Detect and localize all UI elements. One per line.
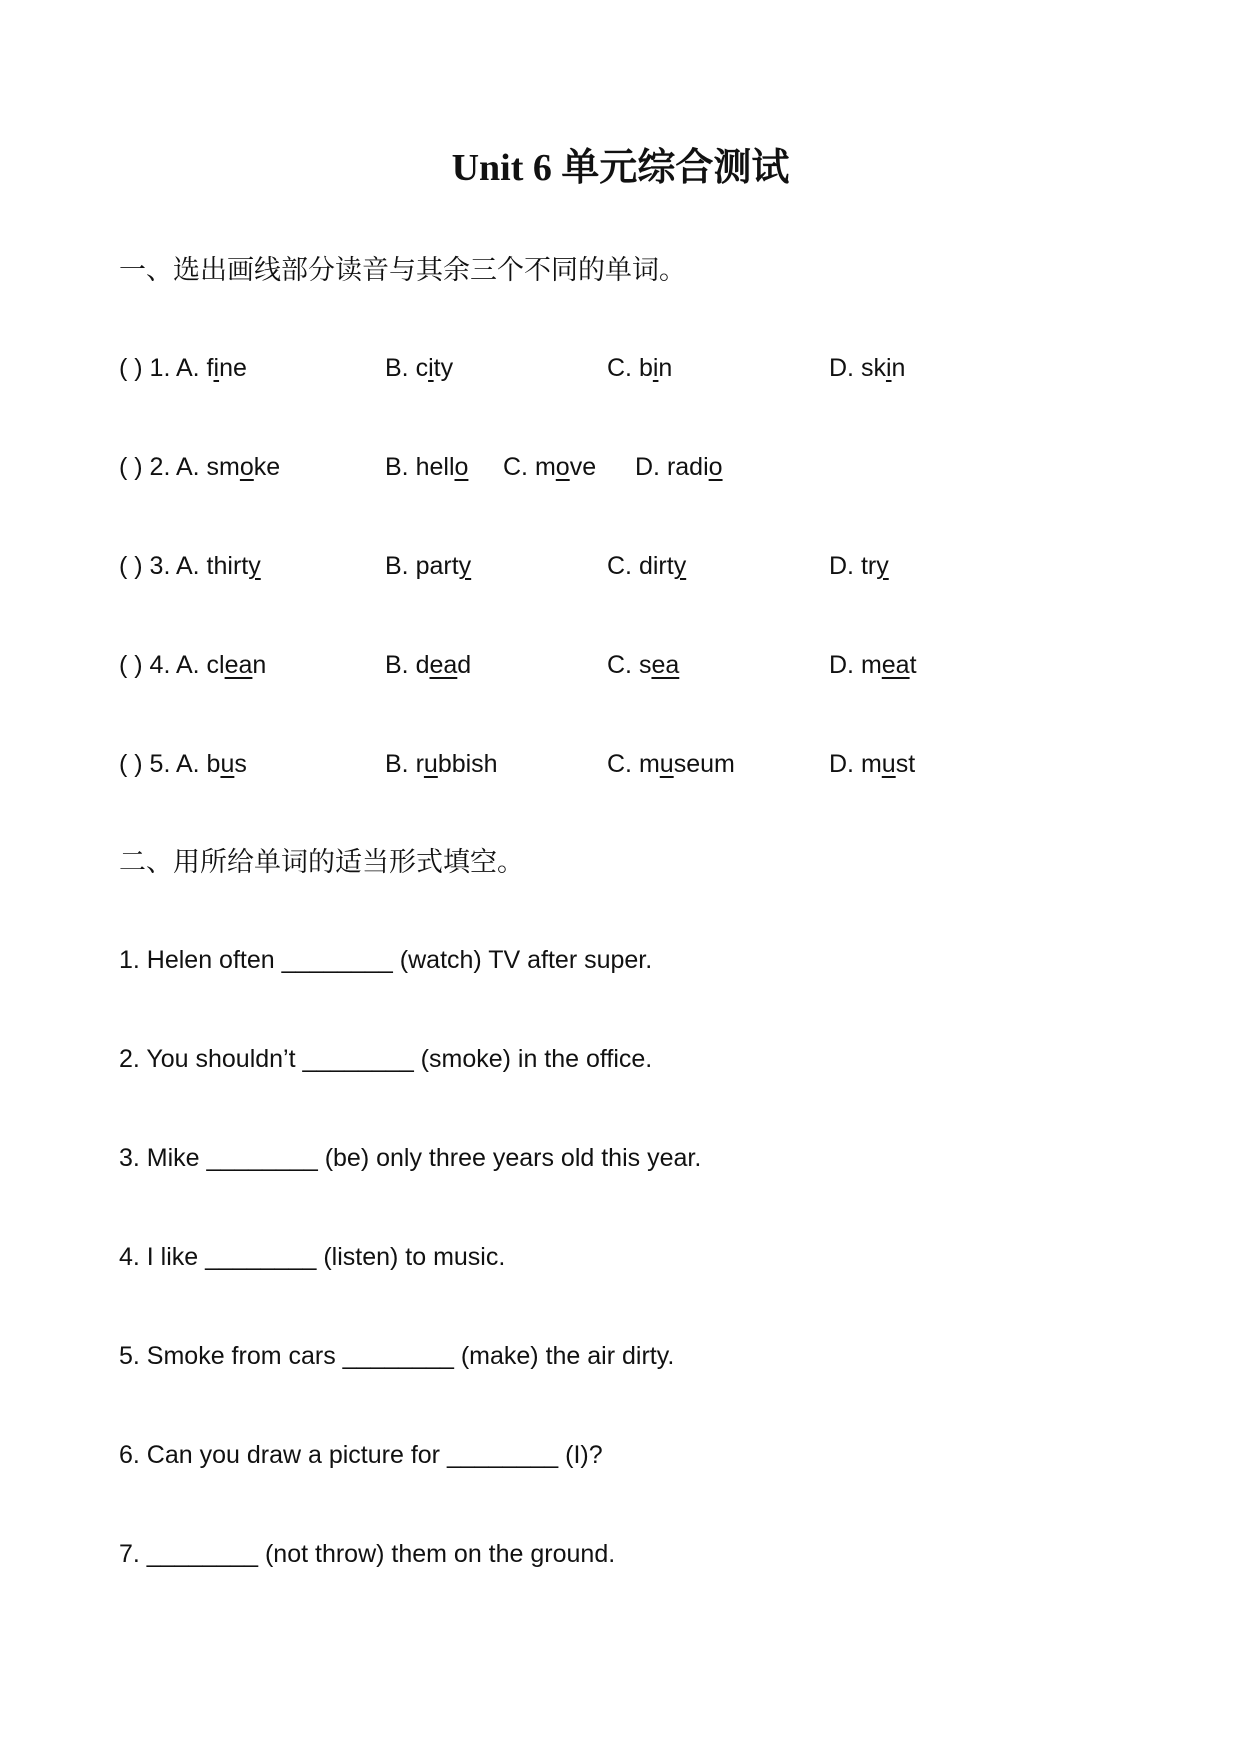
question-prefix: ( ) 1. bbox=[119, 354, 176, 382]
option-word-end: s bbox=[234, 750, 247, 778]
option-word-start: part bbox=[415, 552, 459, 580]
option-word-start: b bbox=[638, 354, 653, 382]
option-word-start: m bbox=[534, 453, 556, 481]
pronunciation-question-4 bbox=[119, 647, 1119, 683]
option-word-end: t bbox=[909, 651, 917, 679]
underlined-letters: y bbox=[876, 552, 889, 580]
page-title: Unit 6 单元综合测试 bbox=[451, 147, 790, 189]
question-3-option-c bbox=[607, 548, 686, 584]
underlined-letters: o bbox=[454, 453, 469, 481]
question-5-option-c bbox=[607, 746, 735, 782]
option-label: C. bbox=[607, 552, 639, 580]
question-4-option-b bbox=[385, 647, 471, 683]
option-label: D. bbox=[829, 552, 861, 580]
option-word-start: f bbox=[206, 354, 214, 382]
option-word-end: n bbox=[252, 651, 267, 679]
question-2-option-b bbox=[385, 449, 468, 485]
option-label: C. bbox=[607, 750, 639, 778]
underlined-letters: y bbox=[248, 552, 261, 580]
option-word-start: c bbox=[415, 354, 429, 382]
option-word-start: m bbox=[860, 750, 882, 778]
option-word-end: n bbox=[891, 354, 906, 382]
underlined-letters: i bbox=[885, 354, 892, 382]
option-word-end: ke bbox=[253, 453, 281, 481]
option-label: A. bbox=[175, 552, 207, 580]
option-label: D. bbox=[829, 354, 861, 382]
option-label: A. bbox=[175, 453, 207, 481]
option-label: A. bbox=[175, 354, 207, 382]
pronunciation-question-2 bbox=[119, 449, 1119, 485]
option-word-start: m bbox=[638, 750, 660, 778]
underlined-letters: y bbox=[673, 552, 687, 580]
question-1-option-d bbox=[829, 350, 905, 386]
option-label: D. bbox=[635, 453, 667, 481]
option-label: A. bbox=[175, 651, 207, 679]
underlined-letters: o bbox=[239, 453, 254, 481]
underlined-letters: i bbox=[213, 354, 220, 382]
option-word-start: m bbox=[860, 651, 882, 679]
option-label: B. bbox=[385, 453, 416, 481]
fill-blank-item-6: 6. Can you draw a picture for ________ (I)? bbox=[119, 1441, 603, 1469]
pronunciation-question-3 bbox=[119, 548, 1119, 584]
option-word-start: s bbox=[638, 651, 652, 679]
question-5-option-d bbox=[829, 746, 915, 782]
option-label: C. bbox=[607, 651, 639, 679]
option-label: C. bbox=[503, 453, 535, 481]
underlined-letters: u bbox=[659, 750, 674, 778]
question-prefix: ( ) 2. bbox=[119, 453, 176, 481]
question-1-option-b bbox=[385, 350, 453, 386]
question-2-option-d bbox=[635, 449, 723, 485]
question-prefix: ( ) 5. bbox=[119, 750, 176, 778]
option-word-end: bbish bbox=[437, 750, 498, 778]
option-word-end: ty bbox=[433, 354, 454, 382]
underlined-letters: u bbox=[881, 750, 896, 778]
option-label: B. bbox=[385, 651, 416, 679]
question-4-option-d bbox=[829, 647, 917, 683]
pronunciation-question-5 bbox=[119, 746, 1119, 782]
pronunciation-question-1 bbox=[119, 350, 1119, 386]
underlined-letters: ea bbox=[881, 651, 910, 679]
underlined-letters: i bbox=[428, 354, 434, 382]
option-word-end: ne bbox=[219, 354, 247, 382]
underlined-letters: ea bbox=[651, 651, 680, 679]
option-word-start: thirt bbox=[206, 552, 249, 580]
option-label: A. bbox=[175, 750, 207, 778]
option-label: B. bbox=[385, 750, 416, 778]
option-word-start: sm bbox=[206, 453, 240, 481]
fill-blank-item-4: 4. I like ________ (listen) to music. bbox=[119, 1243, 506, 1271]
option-word-end: seum bbox=[673, 750, 735, 778]
question-5-option-a bbox=[119, 746, 247, 782]
question-1-option-a bbox=[119, 350, 247, 386]
option-word-start: b bbox=[206, 750, 221, 778]
option-word-start: cl bbox=[206, 651, 225, 679]
underlined-letters: u bbox=[220, 750, 235, 778]
question-4-option-a bbox=[119, 647, 266, 683]
fill-blank-item-2: 2. You shouldn’t ________ (smoke) in the office. bbox=[119, 1045, 653, 1073]
option-label: B. bbox=[385, 552, 416, 580]
option-label: D. bbox=[829, 651, 861, 679]
fill-blank-item-7: 7. ________ (not throw) them on the ground. bbox=[119, 1540, 616, 1568]
option-word-start: r bbox=[415, 750, 424, 778]
option-word-start: d bbox=[415, 651, 430, 679]
fill-blank-item-5: 5. Smoke from cars ________ (make) the air dirty. bbox=[119, 1342, 675, 1370]
option-label: B. bbox=[385, 354, 416, 382]
option-word-start: tr bbox=[860, 552, 877, 580]
underlined-letters: i bbox=[652, 354, 659, 382]
underlined-letters: ea bbox=[224, 651, 253, 679]
question-3-option-d bbox=[829, 548, 889, 584]
underlined-letters: y bbox=[458, 552, 472, 580]
question-prefix: ( ) 3. bbox=[119, 552, 176, 580]
question-prefix: ( ) 4. bbox=[119, 651, 176, 679]
underlined-letters: o bbox=[555, 453, 570, 481]
question-2-option-c bbox=[503, 449, 596, 485]
option-word-start: radi bbox=[666, 453, 709, 481]
option-label: D. bbox=[829, 750, 861, 778]
option-word-end: n bbox=[658, 354, 673, 382]
question-3-option-b bbox=[385, 548, 471, 584]
fill-blank-item-3: 3. Mike ________ (be) only three years old this year. bbox=[119, 1144, 702, 1172]
option-word-end: ve bbox=[569, 453, 597, 481]
option-word-end: st bbox=[895, 750, 916, 778]
section-one-heading: 一、选出画线部分读音与其余三个不同的单词。 bbox=[119, 255, 686, 285]
option-word-start: hell bbox=[415, 453, 455, 481]
section-two-heading: 二、用所给单词的适当形式填空。 bbox=[119, 847, 524, 877]
underlined-letters: o bbox=[708, 453, 723, 481]
question-2-option-a bbox=[119, 449, 280, 485]
question-5-option-b bbox=[385, 746, 498, 782]
fill-blank-item-1: 1. Helen often ________ (watch) TV after super. bbox=[119, 946, 653, 974]
option-word-end: d bbox=[457, 651, 472, 679]
question-3-option-a bbox=[119, 548, 261, 584]
question-4-option-c bbox=[607, 647, 679, 683]
option-label: C. bbox=[607, 354, 639, 382]
question-1-option-c bbox=[607, 350, 672, 386]
option-word-start: dirt bbox=[638, 552, 674, 580]
option-word-start: sk bbox=[860, 354, 886, 382]
underlined-letters: ea bbox=[429, 651, 458, 679]
underlined-letters: u bbox=[423, 750, 438, 778]
